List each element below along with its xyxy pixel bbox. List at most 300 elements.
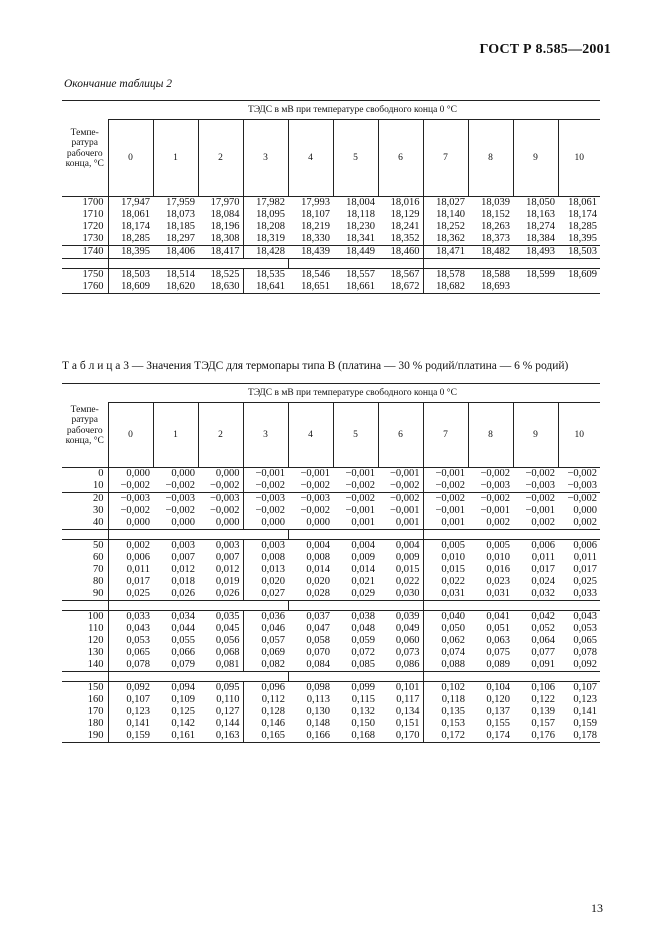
emf-value-cell: −0,002 xyxy=(288,480,333,493)
emf-value-cell: −0,002 xyxy=(198,480,243,493)
emf-value-cell: 0,176 xyxy=(513,730,558,743)
emf-value-cell: 0,046 xyxy=(243,623,288,635)
emf-value-cell: 0,074 xyxy=(423,647,468,659)
emf-value-cell: 0,085 xyxy=(333,659,378,672)
emf-value-cell: 0,003 xyxy=(153,540,198,553)
table-row xyxy=(62,281,600,294)
spacer-cell xyxy=(243,530,288,540)
emf-value-cell: 0,019 xyxy=(215,576,240,587)
emf-value-cell: −0,001 xyxy=(480,505,510,516)
emf-value-cell: −0,001 xyxy=(345,505,375,516)
spacer-cell xyxy=(198,601,243,611)
emf-value-cell: 18,362 xyxy=(423,233,468,246)
spacer-cell xyxy=(153,530,198,540)
emf-value-cell: 0,023 xyxy=(486,576,510,587)
spacer-cell xyxy=(108,672,153,682)
emf-value-cell: −0,003 xyxy=(288,493,333,506)
table3-emf-values xyxy=(62,383,600,743)
emf-value-cell: 0,010 xyxy=(486,552,510,563)
emf-value-cell: 0,123 xyxy=(573,694,597,705)
spacer-cell xyxy=(288,530,333,540)
emf-value-cell: 0,009 xyxy=(351,552,375,563)
emf-value-cell: 0,157 xyxy=(531,718,555,729)
emf-value-cell: 18,050 xyxy=(513,197,558,210)
emf-value-cell: 0,003 xyxy=(198,540,243,553)
emf-value-cell: 18,285 xyxy=(568,221,597,232)
column-header: 8 xyxy=(468,403,513,468)
emf-value-cell: 0,025 xyxy=(573,576,597,587)
emf-value-cell: 0,068 xyxy=(215,647,240,658)
spacer-cell xyxy=(513,259,558,269)
emf-value-cell: 0,127 xyxy=(215,706,240,717)
emf-value-cell: 0,013 xyxy=(243,564,288,576)
spacer-cell xyxy=(423,530,468,540)
emf-value-cell: 0,010 xyxy=(423,552,468,564)
row-header-temperature: Темпе-ратура рабочего конца, °С xyxy=(62,384,108,468)
emf-value-cell: 0,031 xyxy=(468,588,513,601)
spacer-cell xyxy=(423,672,468,682)
emf-value-cell: 17,959 xyxy=(153,197,198,210)
emf-value-cell: 0,142 xyxy=(171,718,195,729)
emf-value-cell: 0,086 xyxy=(378,659,423,672)
emf-value-cell: 0,113 xyxy=(306,694,330,705)
emf-value-cell: 0,159 xyxy=(573,718,597,729)
emf-value-cell: 18,061 xyxy=(558,197,600,210)
emf-value-cell: 18,230 xyxy=(346,221,375,232)
emf-value-cell: 0,045 xyxy=(215,623,240,634)
spacer-cell xyxy=(378,259,423,269)
emf-value-cell: 0,006 xyxy=(513,540,558,553)
emf-value-cell: 18,095 xyxy=(243,209,288,221)
spacer-cell xyxy=(513,601,558,611)
emf-value-cell: 0,094 xyxy=(153,682,198,695)
emf-value-cell: 0,077 xyxy=(531,647,555,658)
emf-value-cell: 0,073 xyxy=(395,647,420,658)
emf-value-cell: 18,196 xyxy=(210,221,240,232)
emf-value-cell: 0,122 xyxy=(531,694,555,705)
temperature-cell: 1750 xyxy=(62,269,108,282)
emf-value-cell: 0,009 xyxy=(395,552,420,563)
emf-value-cell: 18,395 xyxy=(108,246,153,259)
table-row xyxy=(62,552,600,564)
emf-value-cell: 0,000 xyxy=(108,517,153,530)
emf-value-cell: 18,588 xyxy=(468,269,513,282)
table-row xyxy=(62,635,600,647)
emf-value-cell: 0,017 xyxy=(573,564,597,575)
table2-emf-values xyxy=(62,100,600,294)
emf-value-cell: 0,146 xyxy=(243,718,288,730)
emf-value-cell: 0,135 xyxy=(423,706,468,718)
emf-value-cell: 0,139 xyxy=(531,706,555,717)
emf-value-cell: 18,352 xyxy=(378,233,423,246)
table-row xyxy=(62,517,600,530)
emf-value-cell: −0,001 xyxy=(333,468,378,481)
spacer-cell xyxy=(153,601,198,611)
emf-value-cell: 0,148 xyxy=(306,718,330,729)
emf-value-cell: −0,003 xyxy=(108,493,153,506)
emf-value-cell: −0,003 xyxy=(153,493,198,506)
emf-value-cell: 0,079 xyxy=(153,659,198,672)
emf-value-cell: 18,027 xyxy=(423,197,468,210)
spacer-cell xyxy=(288,259,333,269)
emf-value-cell: 0,132 xyxy=(351,706,375,717)
emf-value-cell: 0,040 xyxy=(423,611,468,624)
emf-value-cell: 0,082 xyxy=(243,659,288,672)
emf-value-cell: 0,053 xyxy=(573,623,597,634)
spacer-cell xyxy=(468,530,513,540)
emf-value-cell: 0,134 xyxy=(395,706,420,717)
emf-value-cell: 18,061 xyxy=(108,209,153,221)
emf-value-cell: 0,001 xyxy=(423,517,468,530)
emf-value-cell: 18,546 xyxy=(288,269,333,282)
emf-value-cell: 0,011 xyxy=(108,564,153,576)
column-header: 9 xyxy=(513,403,558,468)
column-header: 7 xyxy=(423,403,468,468)
emf-value-cell: 18,330 xyxy=(288,233,333,246)
emf-value-cell: −0,002 xyxy=(468,493,513,506)
spacer-cell xyxy=(378,601,423,611)
emf-value-cell: 18,493 xyxy=(513,246,558,259)
column-header: 5 xyxy=(333,403,378,468)
emf-value-cell xyxy=(558,281,600,294)
emf-value-cell: 0,065 xyxy=(573,635,597,646)
emf-value-cell: 0,165 xyxy=(243,730,288,743)
emf-value-cell: 18,471 xyxy=(423,246,468,259)
table-row xyxy=(62,647,600,659)
emf-value-cell: −0,002 xyxy=(423,480,468,493)
emf-value-cell: 18,651 xyxy=(288,281,333,294)
emf-value-cell: 0,072 xyxy=(351,647,375,658)
temperature-cell: 150 xyxy=(62,682,108,695)
column-header: 4 xyxy=(288,403,333,468)
emf-value-cell: 0,065 xyxy=(108,647,153,659)
emf-value-cell: 18,417 xyxy=(198,246,243,259)
emf-value-cell: −0,002 xyxy=(108,505,153,517)
emf-value-cell: 0,021 xyxy=(351,576,375,587)
temperature-cell: 50 xyxy=(62,540,108,553)
temperature-cell: 1710 xyxy=(82,209,104,220)
emf-value-cell: 0,004 xyxy=(333,540,378,553)
emf-value-cell: 0,002 xyxy=(558,517,600,530)
emf-value-cell: 0,118 xyxy=(423,694,468,706)
emf-value-cell: 18,514 xyxy=(153,269,198,282)
emf-value-cell: 0,141 xyxy=(573,706,597,717)
emf-value-cell: 0,174 xyxy=(468,730,513,743)
temperature-cell: 1760 xyxy=(62,281,108,294)
emf-value-cell: 0,056 xyxy=(215,635,240,646)
table-row xyxy=(62,480,600,493)
emf-value-cell: 0,084 xyxy=(288,659,333,672)
emf-value-cell: 0,069 xyxy=(243,647,288,659)
spacer-cell xyxy=(153,672,198,682)
emf-value-cell: 18,693 xyxy=(468,281,513,294)
emf-value-cell: 18,439 xyxy=(288,246,333,259)
emf-value-cell: 0,028 xyxy=(288,588,333,601)
temperature-cell: 180 xyxy=(87,718,104,729)
emf-value-cell: 0,043 xyxy=(558,611,600,624)
emf-value-cell: 0,030 xyxy=(378,588,423,601)
emf-value-cell: 0,038 xyxy=(333,611,378,624)
emf-value-cell: 0,037 xyxy=(288,611,333,624)
emf-value-cell: 18,620 xyxy=(153,281,198,294)
emf-value-cell: 18,672 xyxy=(378,281,423,294)
emf-value-cell: 0,014 xyxy=(351,564,375,575)
temperature-cell: 100 xyxy=(62,611,108,624)
emf-value-cell: 0,020 xyxy=(243,576,288,588)
emf-value-cell: 18,578 xyxy=(423,269,468,282)
spacer-cell xyxy=(468,259,513,269)
spacer-cell xyxy=(468,601,513,611)
emf-value-cell: 18,503 xyxy=(558,246,600,259)
table-row xyxy=(62,269,600,282)
emf-value-cell: 0,007 xyxy=(171,552,195,563)
emf-value-cell: 0,078 xyxy=(108,659,153,672)
temperature-cell: 190 xyxy=(62,730,108,743)
emf-value-cell: 0,007 xyxy=(215,552,240,563)
table-row xyxy=(62,221,600,233)
emf-value-cell: −0,003 xyxy=(198,493,243,506)
emf-value-cell: 0,161 xyxy=(153,730,198,743)
emf-value-cell: 0,015 xyxy=(423,564,468,576)
emf-value-cell: 0,060 xyxy=(395,635,420,646)
emf-value-cell: 18,016 xyxy=(378,197,423,210)
emf-value-cell: 0,011 xyxy=(531,552,555,563)
emf-value-cell: 0,031 xyxy=(423,588,468,601)
emf-value-cell: 18,557 xyxy=(333,269,378,282)
emf-value-cell: 18,609 xyxy=(558,269,600,282)
spacer-cell xyxy=(62,259,108,269)
emf-value-cell: 18,174 xyxy=(108,221,153,233)
table-row xyxy=(62,209,600,221)
emf-value-cell: 18,163 xyxy=(526,209,555,220)
column-header: 7 xyxy=(423,120,468,197)
emf-value-cell: 0,120 xyxy=(486,694,510,705)
emf-value-cell: 0,089 xyxy=(468,659,513,672)
emf-value-cell: 0,112 xyxy=(243,694,288,706)
column-header: 10 xyxy=(558,403,600,468)
emf-value-cell: −0,002 xyxy=(378,480,423,493)
table-row xyxy=(62,623,600,635)
emf-value-cell: 0,117 xyxy=(396,694,420,705)
temperature-cell: 1730 xyxy=(62,233,108,246)
emf-value-cell: 18,274 xyxy=(526,221,555,232)
emf-value-cell: 18,395 xyxy=(558,233,600,246)
emf-value-cell: −0,001 xyxy=(288,468,333,481)
emf-value-cell: 0,048 xyxy=(351,623,375,634)
emf-value-cell: −0,002 xyxy=(165,505,195,516)
spacer-cell xyxy=(333,672,378,682)
temperature-cell: 70 xyxy=(93,564,104,575)
spacer-cell xyxy=(108,259,153,269)
emf-value-cell: 0,014 xyxy=(306,564,330,575)
emf-value-cell: 0,052 xyxy=(531,623,555,634)
emf-value-cell: 0,027 xyxy=(243,588,288,601)
temperature-cell: 120 xyxy=(87,635,104,646)
emf-value-cell: 0,178 xyxy=(558,730,600,743)
emf-value-cell: 0,144 xyxy=(215,718,240,729)
table-row xyxy=(62,588,600,601)
emf-value-cell: 0,000 xyxy=(153,468,198,481)
emf-value-cell: 18,682 xyxy=(423,281,468,294)
spacer-cell xyxy=(378,672,423,682)
table-row xyxy=(62,682,600,695)
emf-value-cell: 18,525 xyxy=(198,269,243,282)
emf-value-cell: 0,000 xyxy=(573,505,597,516)
emf-value-cell: 0,159 xyxy=(108,730,153,743)
emf-value-cell: 18,641 xyxy=(243,281,288,294)
emf-value-cell: −0,001 xyxy=(525,505,555,516)
emf-value-cell: −0,002 xyxy=(513,468,558,481)
emf-value-cell: 0,036 xyxy=(243,611,288,624)
column-header: 2 xyxy=(198,120,243,197)
emf-value-cell: −0,002 xyxy=(153,480,198,493)
emf-value-cell: 0,002 xyxy=(513,517,558,530)
emf-value-cell: 0,047 xyxy=(306,623,330,634)
table-row xyxy=(62,197,600,210)
temperature-cell: 140 xyxy=(62,659,108,672)
spacer-cell xyxy=(288,672,333,682)
spacer-cell xyxy=(468,672,513,682)
emf-value-cell: 0,008 xyxy=(243,552,288,564)
emf-value-cell: 0,107 xyxy=(558,682,600,695)
emf-value-cell: 18,449 xyxy=(333,246,378,259)
emf-value-cell: 0,033 xyxy=(108,611,153,624)
spacer-cell xyxy=(558,530,600,540)
emf-value-cell: 18,004 xyxy=(333,197,378,210)
emf-value-cell: 0,005 xyxy=(468,540,513,553)
emf-value-cell: −0,002 xyxy=(378,493,423,506)
emf-value-cell: 0,017 xyxy=(531,564,555,575)
emf-value-cell: 0,026 xyxy=(153,588,198,601)
emf-value-cell: 0,063 xyxy=(486,635,510,646)
emf-value-cell: 0,092 xyxy=(108,682,153,695)
emf-value-cell: 0,008 xyxy=(306,552,330,563)
emf-value-cell: 18,373 xyxy=(468,233,513,246)
table-row xyxy=(62,694,600,706)
emf-value-cell: −0,002 xyxy=(300,505,330,516)
emf-value-cell: 18,208 xyxy=(243,221,288,233)
spacer-cell xyxy=(108,530,153,540)
emf-value-cell: −0,003 xyxy=(558,480,600,493)
spacer-cell xyxy=(558,672,600,682)
emf-value-cell: 0,125 xyxy=(171,706,195,717)
spacer-cell xyxy=(62,601,108,611)
emf-value-cell: 0,106 xyxy=(513,682,558,695)
emf-value-cell: −0,002 xyxy=(333,493,378,506)
emf-value-cell: 0,170 xyxy=(378,730,423,743)
emf-value-cell: 0,081 xyxy=(198,659,243,672)
column-header: 0 xyxy=(108,120,153,197)
emf-value-cell: 18,285 xyxy=(108,233,153,246)
row-header-temperature: Темпе-ратура рабочего конца, °С xyxy=(62,101,108,197)
column-header: 10 xyxy=(558,120,600,197)
emf-value-cell: 0,053 xyxy=(108,635,153,647)
emf-value-cell: −0,002 xyxy=(423,493,468,506)
table3-caption: Т а б л и ц а 3 — Значения ТЭДС для термопары типа В (платина — 30 % родий/платина — 6 % родий) xyxy=(62,360,569,372)
emf-value-cell: 18,384 xyxy=(513,233,558,246)
emf-value-cell: 0,153 xyxy=(423,718,468,730)
emf-value-cell: 17,970 xyxy=(198,197,243,210)
spacer-cell xyxy=(333,530,378,540)
table-row xyxy=(62,233,600,246)
table-row xyxy=(62,659,600,672)
emf-value-cell: 0,034 xyxy=(153,611,198,624)
emf-value-cell: 0,057 xyxy=(243,635,288,647)
emf-value-cell: −0,003 xyxy=(243,493,288,506)
temperature-cell: 170 xyxy=(87,706,104,717)
emf-value-cell: 0,003 xyxy=(243,540,288,553)
emf-value-cell: 0,109 xyxy=(171,694,195,705)
emf-value-cell: 0,098 xyxy=(288,682,333,695)
column-header: 3 xyxy=(243,120,288,197)
emf-value-cell: 0,000 xyxy=(198,468,243,481)
emf-value-cell: 0,066 xyxy=(171,647,195,658)
spacer-cell xyxy=(333,601,378,611)
emf-value-cell: 18,428 xyxy=(243,246,288,259)
emf-value-cell: 0,062 xyxy=(423,635,468,647)
spacer-cell xyxy=(62,530,108,540)
emf-value-cell: 0,029 xyxy=(333,588,378,601)
emf-value-cell: −0,002 xyxy=(558,493,600,506)
column-header: 5 xyxy=(333,120,378,197)
emf-value-cell: 0,104 xyxy=(468,682,513,695)
emf-value-cell: −0,001 xyxy=(389,505,420,516)
standard-designation: ГОСТ Р 8.585—2001 xyxy=(479,42,611,57)
temperature-cell: 1700 xyxy=(62,197,108,210)
emf-value-cell: 0,059 xyxy=(351,635,375,646)
emf-value-cell: 0,096 xyxy=(243,682,288,695)
emf-value-cell: −0,002 xyxy=(513,493,558,506)
emf-value-cell: 0,058 xyxy=(306,635,330,646)
table-row xyxy=(62,540,600,553)
emf-value-cell: −0,001 xyxy=(423,505,468,517)
emf-value-cell: 0,000 xyxy=(108,468,153,481)
column-header: 1 xyxy=(153,403,198,468)
temperature-cell: 20 xyxy=(62,493,108,506)
emf-value-cell: 18,263 xyxy=(481,221,510,232)
emf-value-cell: 18,073 xyxy=(166,209,195,220)
emf-value-cell: 0,004 xyxy=(378,540,423,553)
spacer-cell xyxy=(243,259,288,269)
emf-value-cell: 0,092 xyxy=(558,659,600,672)
spacer-cell xyxy=(153,259,198,269)
emf-value-cell: 0,163 xyxy=(198,730,243,743)
emf-value-cell: 0,088 xyxy=(423,659,468,672)
emf-value-cell xyxy=(513,281,558,294)
emf-value-cell: 0,002 xyxy=(468,517,513,530)
emf-value-cell: 18,609 xyxy=(108,281,153,294)
spacer-cell xyxy=(198,672,243,682)
emf-value-cell: −0,002 xyxy=(558,468,600,481)
temperature-cell: 1720 xyxy=(82,221,104,232)
table-row xyxy=(62,730,600,743)
emf-value-cell: 0,000 xyxy=(243,517,288,530)
spacer-cell xyxy=(243,601,288,611)
emf-value-cell: −0,003 xyxy=(468,480,513,493)
emf-value-cell: 0,018 xyxy=(171,576,195,587)
emf-value-cell: 0,166 xyxy=(288,730,333,743)
temperature-cell: 40 xyxy=(62,517,108,530)
emf-value-cell: 0,141 xyxy=(108,718,153,730)
spacer-cell xyxy=(558,259,600,269)
emf-value-cell: 0,101 xyxy=(378,682,423,695)
emf-value-cell: 0,000 xyxy=(288,517,333,530)
emf-value-cell: −0,002 xyxy=(209,505,240,516)
emf-value-cell: 18,460 xyxy=(378,246,423,259)
emf-value-cell: 18,308 xyxy=(198,233,243,246)
emf-value-cell: 0,099 xyxy=(333,682,378,695)
temperature-cell: 110 xyxy=(88,623,104,634)
